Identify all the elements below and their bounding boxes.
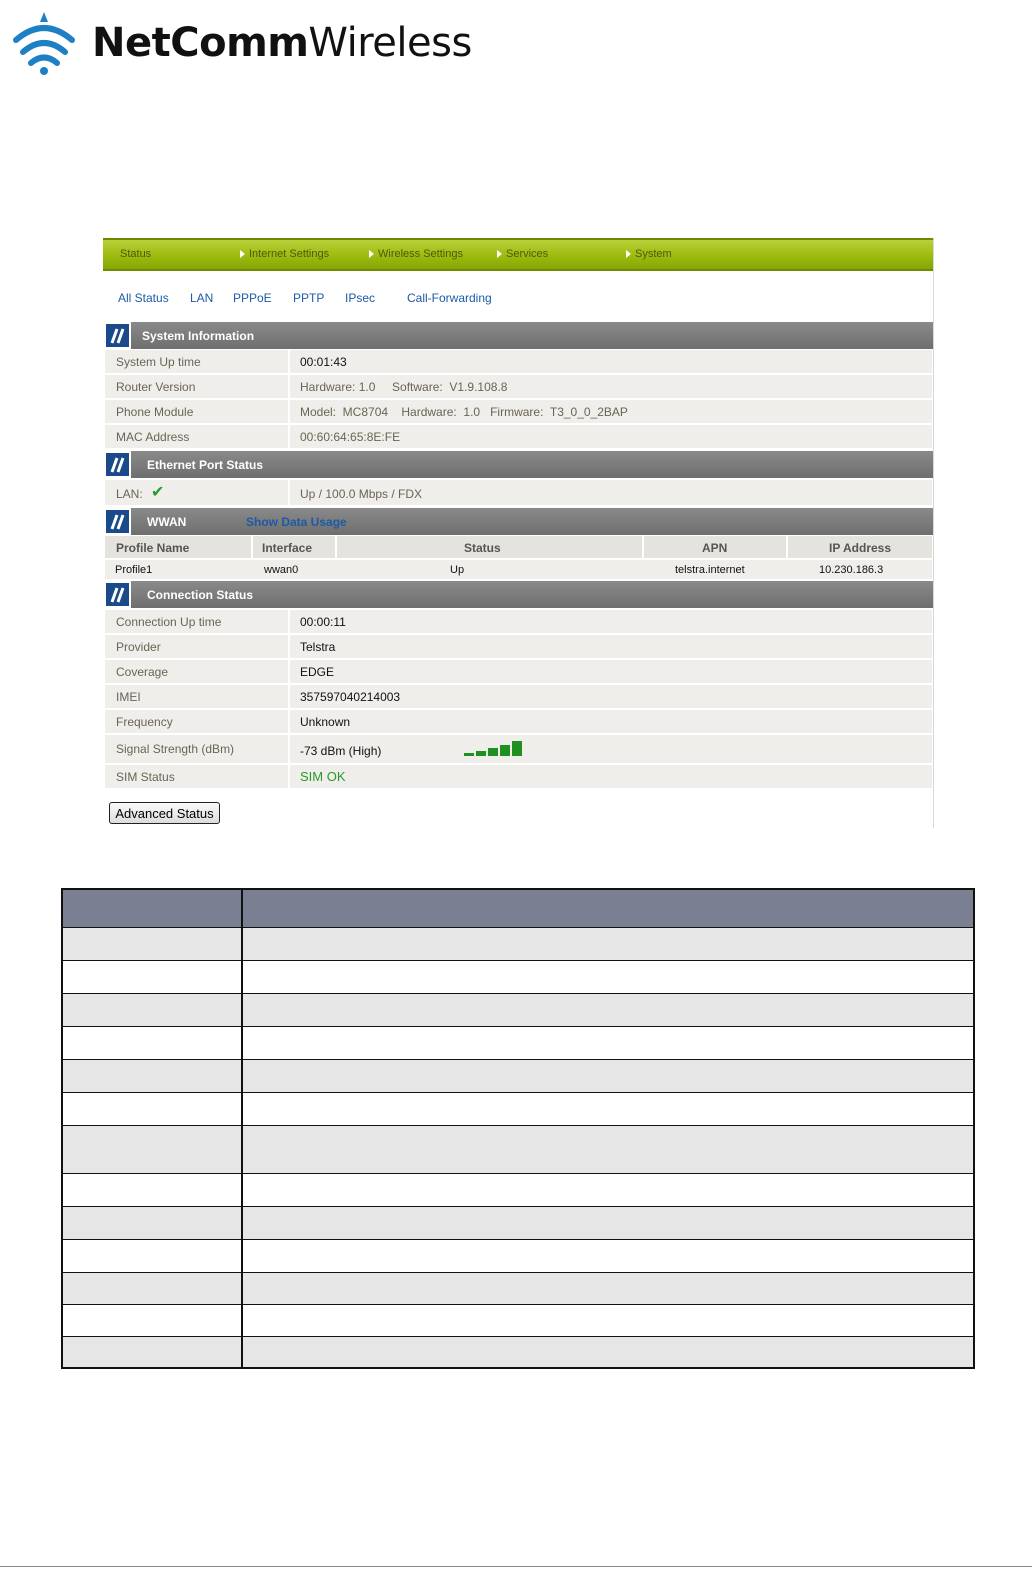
row-lan-status bbox=[105, 480, 932, 505]
router-status-screenshot bbox=[103, 238, 934, 828]
brand-name bbox=[92, 20, 472, 66]
table-row bbox=[63, 1336, 973, 1367]
nav-services[interactable] bbox=[497, 248, 548, 260]
show-data-usage-link[interactable]: Show Data Usage bbox=[246, 515, 347, 529]
table-row bbox=[63, 1239, 973, 1272]
row-label: Provider bbox=[116, 640, 161, 654]
row-value: Telstra bbox=[300, 640, 336, 654]
row-phone-module bbox=[105, 400, 932, 423]
row-value: 357597040214003 bbox=[300, 690, 401, 704]
subnav-all-status[interactable]: All Status bbox=[118, 291, 169, 305]
row-coverage bbox=[105, 660, 932, 683]
cell-profile-name: Profile1 bbox=[115, 564, 153, 576]
row-label: System Up time bbox=[116, 355, 201, 369]
table-row bbox=[63, 1206, 973, 1239]
system-information-header bbox=[104, 322, 933, 349]
nav-system-label: System bbox=[635, 248, 672, 260]
col-ip-address: IP Address bbox=[829, 541, 892, 555]
nav-arrow-icon bbox=[497, 250, 502, 258]
advanced-status-button[interactable]: Advanced Status bbox=[109, 802, 220, 824]
table-column-divider bbox=[241, 890, 243, 1367]
top-navigation bbox=[103, 238, 933, 271]
nav-internet-settings-label: Internet Settings bbox=[249, 248, 330, 260]
nav-arrow-icon bbox=[240, 250, 245, 258]
row-mac-address bbox=[105, 425, 932, 448]
subnav-call-forwarding[interactable]: Call-Forwarding bbox=[407, 291, 492, 305]
row-value: -73 dBm (High) bbox=[300, 744, 382, 758]
row-value: SIM OK bbox=[300, 769, 346, 784]
row-label: Router Version bbox=[116, 380, 196, 394]
table-row bbox=[105, 560, 932, 579]
section-title: Connection Status bbox=[147, 588, 254, 602]
netcomm-logo bbox=[10, 8, 472, 78]
row-value: Unknown bbox=[300, 715, 351, 729]
nav-wireless-settings-label: Wireless Settings bbox=[378, 248, 463, 260]
row-label: Connection Up time bbox=[116, 615, 222, 629]
nav-system[interactable] bbox=[626, 248, 672, 260]
col-apn: APN bbox=[702, 541, 728, 555]
netcomm-badge-icon bbox=[104, 451, 131, 478]
netcomm-badge-icon bbox=[104, 581, 131, 608]
row-label: Phone Module bbox=[116, 405, 194, 419]
ethernet-port-status-header bbox=[104, 451, 933, 478]
brand-name-bold: NetComm bbox=[92, 20, 309, 66]
section-title: Ethernet Port Status bbox=[147, 458, 264, 472]
row-provider bbox=[105, 635, 932, 658]
table-row bbox=[63, 960, 973, 993]
table-row bbox=[63, 1125, 973, 1173]
brand-name-light: Wireless bbox=[308, 20, 472, 66]
table-row bbox=[63, 1092, 973, 1125]
row-value: EDGE bbox=[300, 665, 335, 679]
row-label: Coverage bbox=[116, 665, 169, 679]
signal-bars-icon bbox=[462, 739, 532, 757]
row-label: IMEI bbox=[116, 690, 141, 704]
col-interface: Interface bbox=[262, 541, 313, 555]
row-system-up-time bbox=[105, 350, 932, 373]
row-value: 00:00:11 bbox=[300, 615, 346, 629]
nav-arrow-icon bbox=[369, 250, 374, 258]
col-profile-name: Profile Name bbox=[116, 541, 190, 555]
row-connection-up-time bbox=[105, 610, 932, 633]
footer-divider bbox=[0, 1566, 1032, 1567]
nav-wireless-settings[interactable] bbox=[369, 248, 463, 260]
cell-ip-address: 10.230.186.3 bbox=[819, 564, 884, 576]
connection-status-header bbox=[104, 581, 933, 608]
netcomm-badge-icon bbox=[104, 508, 131, 535]
section-title: System Information bbox=[142, 329, 255, 343]
nav-internet-settings[interactable] bbox=[240, 248, 329, 260]
nav-services-label: Services bbox=[506, 248, 549, 260]
netcomm-badge-icon bbox=[104, 322, 131, 349]
row-value: 00:60:64:65:8E:FE bbox=[300, 430, 401, 444]
wifi-logo-icon bbox=[10, 10, 78, 76]
row-label: SIM Status bbox=[116, 770, 175, 784]
nav-arrow-icon bbox=[626, 250, 631, 258]
row-value: 00:01:43 bbox=[300, 355, 347, 369]
row-signal-strength bbox=[105, 735, 932, 763]
row-sim-status bbox=[105, 765, 932, 788]
row-router-version bbox=[105, 375, 932, 398]
row-label: Frequency bbox=[116, 715, 173, 729]
check-icon: ✔ bbox=[151, 484, 165, 501]
wwan-table-header bbox=[105, 536, 932, 558]
table-row bbox=[63, 1304, 973, 1336]
row-imei bbox=[105, 685, 932, 708]
col-status: Status bbox=[464, 541, 501, 555]
table-row bbox=[63, 927, 973, 960]
table-row bbox=[63, 1026, 973, 1059]
wwan-header bbox=[104, 508, 933, 535]
row-label: LAN: bbox=[116, 487, 143, 501]
subnav-pppoe[interactable]: PPPoE bbox=[233, 291, 272, 305]
row-value: Hardware: 1.0 Software: V1.9.108.8 bbox=[300, 380, 508, 394]
section-title: WWAN bbox=[147, 515, 187, 529]
subnav-pptp[interactable]: PPTP bbox=[293, 291, 325, 305]
table-row bbox=[63, 993, 973, 1026]
table-header bbox=[63, 890, 973, 928]
table-row bbox=[63, 1059, 973, 1092]
subnav-ipsec[interactable]: IPsec bbox=[345, 291, 376, 305]
cell-interface: wwan0 bbox=[264, 564, 299, 576]
table-row bbox=[63, 1173, 973, 1206]
row-label: Signal Strength (dBm) bbox=[116, 742, 235, 756]
nav-status[interactable] bbox=[120, 248, 151, 260]
row-frequency bbox=[105, 710, 932, 733]
nav-status-label: Status bbox=[120, 248, 152, 260]
row-label: MAC Address bbox=[116, 430, 190, 444]
table-row bbox=[63, 1272, 973, 1304]
subnav-lan[interactable]: LAN bbox=[190, 291, 214, 305]
row-value: Model: MC8704 Hardware: 1.0 Firmware: T3_0_0_2BAP bbox=[300, 405, 628, 419]
cell-apn: telstra.internet bbox=[675, 564, 745, 576]
cell-status: Up bbox=[450, 564, 465, 576]
row-value: Up / 100.0 Mbps / FDX bbox=[300, 487, 423, 501]
description-table bbox=[61, 888, 975, 1369]
